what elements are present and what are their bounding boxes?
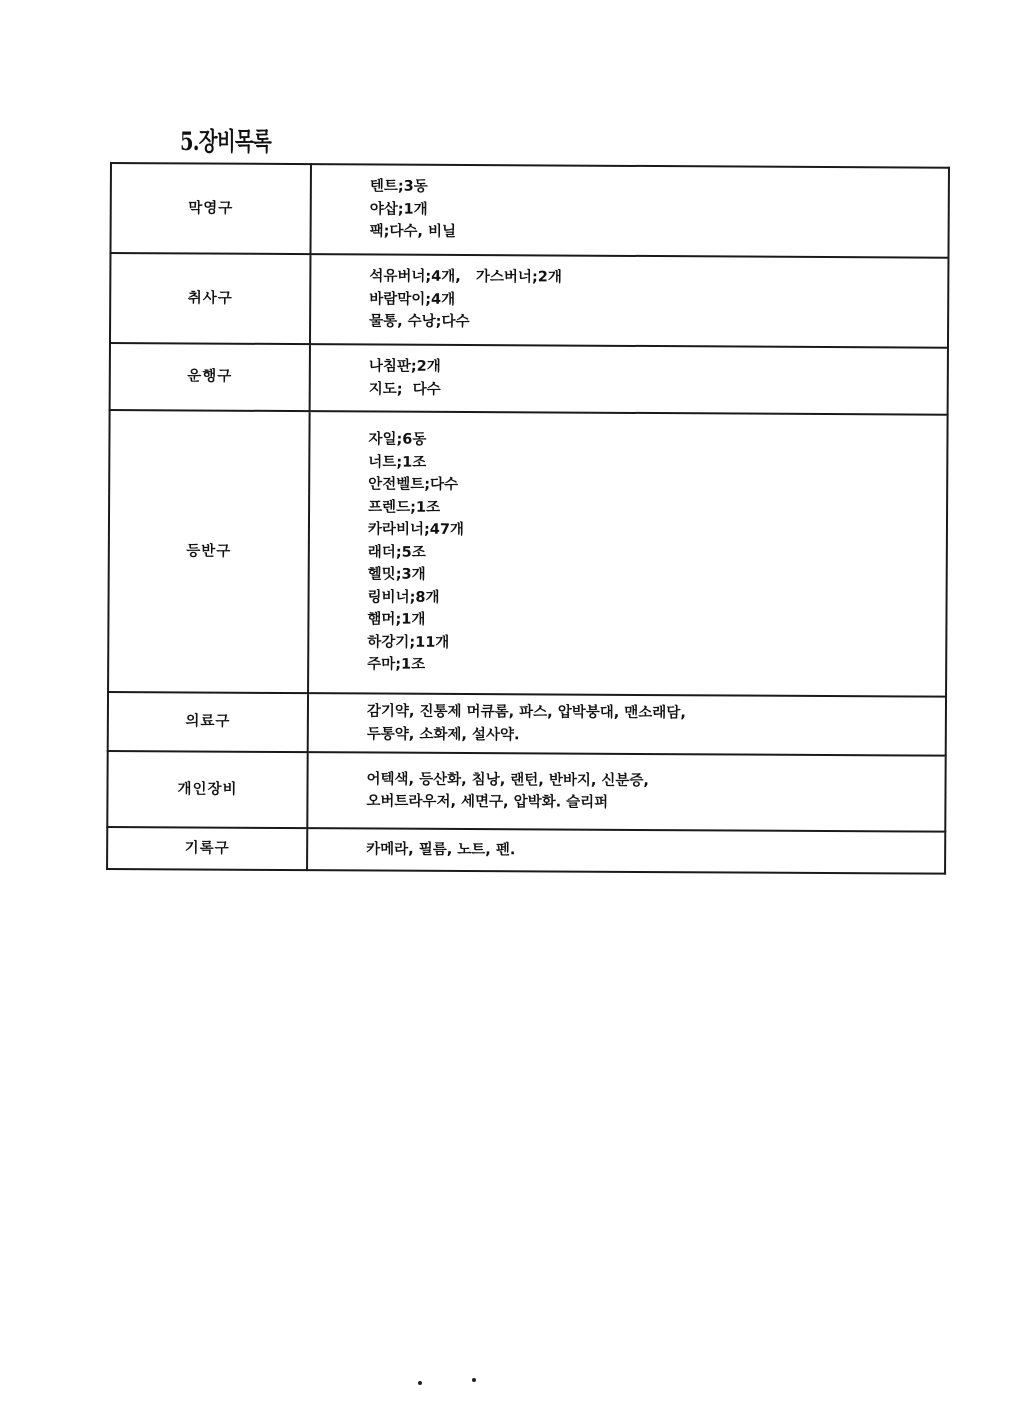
item-line: 카메라, 필름, 노트, 펜. [366,841,516,859]
table-row [108,692,946,756]
item-line: 야삽;1개 [369,201,428,218]
table-row [110,253,948,348]
item-line: 석유버너;4개, 가스버너;2개 [369,268,562,286]
item-line: 나침판;2개 [368,358,441,375]
items-cell [307,752,945,832]
item-line: 래더;5조 [367,544,426,561]
item-line: 카라비너;47개 [367,521,465,539]
table-row [107,751,945,832]
item-line: 두통약, 소화제, 설사약. [366,725,520,743]
items-cell [310,254,948,348]
equipment-table [106,162,950,875]
item-line: 어텍색, 등산화, 침낭, 랜턴, 반바지, 신분증, [366,770,650,789]
category-cell: 기록구 [107,827,307,870]
scan-speck [418,1381,422,1385]
item-line: 너트;1조 [368,454,427,471]
item-line: 하강기;11개 [367,634,450,651]
item-line: 주마;1조 [367,656,426,674]
table-row [108,410,948,697]
item-line: 바람막이;4개 [369,291,456,308]
page-title: 5.장비목록 [180,127,272,156]
item-line: 지도; 다수 [368,380,441,398]
items-cell [310,164,948,258]
item-line: 링비너;8개 [367,589,440,606]
table-row [107,827,945,874]
table-row [110,163,948,258]
item-line: 물통, 수낭;다수 [369,313,470,331]
item-line: 감기약, 진통제 머큐롬, 파스, 압박붕대, 맨소래담, [366,703,686,722]
category-cell: 개인장비 [107,751,307,828]
category-cell: 의료구 [108,692,308,752]
category-cell: 운행구 [110,343,310,411]
table-row [110,343,948,415]
items-cell [307,828,945,874]
item-line: 텐트;3동 [369,178,428,196]
category-cell: 취사구 [110,253,310,344]
item-line: 자일;6동 [368,431,427,449]
item-line: 햄머;1개 [367,611,426,629]
item-line: 헬밋;3개 [367,566,426,584]
items-cell [308,411,948,697]
category-cell: 등반구 [108,410,310,693]
scan-speck [472,1378,476,1382]
item-line: 안전벨트;다수 [368,476,459,494]
items-cell [308,693,946,756]
item-line: 팩;다수, 비닐 [369,223,457,241]
items-cell [310,344,948,415]
item-line: 프렌드;1조 [368,499,441,516]
category-cell: 막영구 [110,163,310,254]
item-line: 오버트라우저, 세면구, 압박화. 슬리퍼 [366,793,609,811]
